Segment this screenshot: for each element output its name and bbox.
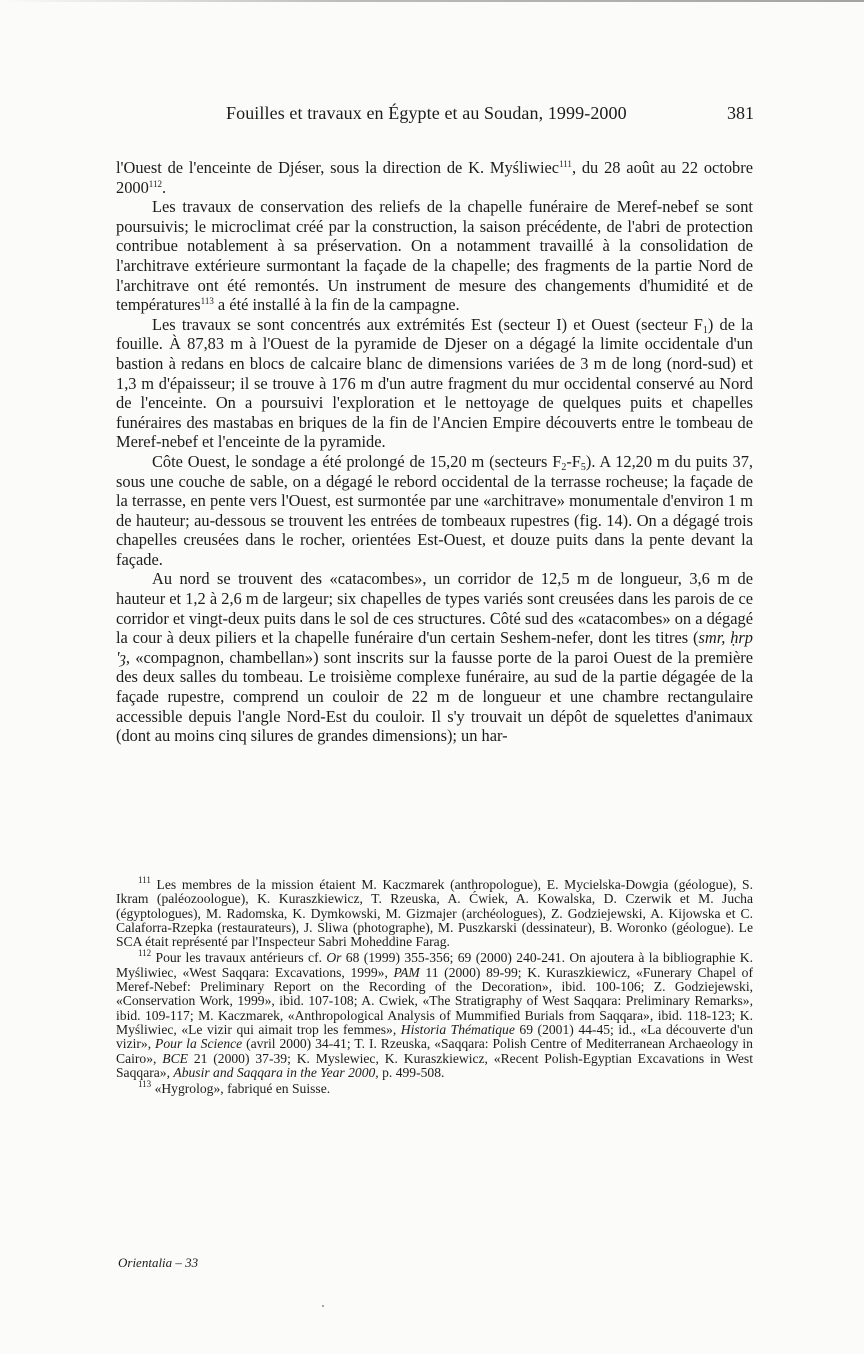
footnote-ref-111: 111 [559,159,572,169]
scan-edge-line [0,0,864,2]
signature-mark: Orientalia – 33 [118,1255,199,1270]
paragraph-5: Au nord se trouvent des «catacombes», un corridor de 12,5 m de longueur, 3,6 m de hauteur et 1,2 à 2,6 m de largeur; six chapelles de types variés sont creusées dans les parois de ce corridor et vingt-deux puits dans le sol de ces structures. Côté sud des «catacombes» on a dégagé la cour à deux piliers et la chapelle funéraire d'un certain Seshem-nefer, dont les titres (smr, ḥrp 'ȝ, «compagnon, chambellan») sont inscrits sur la fausse porte de la paroi Ouest de la première des deux salles du tombeau. Le troisième complexe funéraire, au sud de la partie dégagée de la façade rupestre, comprend un couloir de 22 m de longueur et une chambre rectangulaire accessible depuis l'angle Nord-Est du couloir. Il s'y trouvait un dépôt de squelettes d'animaux (dont au moins cinq silures de grandes dimensions); un har- [116,569,753,746]
running-title: Fouilles et travaux en Égypte et au Soudan, 1999-2000 [226,103,627,123]
main-text [116,158,753,746]
paragraph-4: Côte Ouest, le sondage a été prolongé de 15,20 m (secteurs $F_2-F_5$). A 12,20 m du puits 37, sous une couche de sable, on a dégagé le rebord occidental de la terrasse rocheuse; la façade de la terrasse, en pente vers l'Ouest, est surmontée par une «architrave» monumentale d'environ 1 m de hauteur; au-dessous se trouvent les entrées de tombeaux rupestres (fig. 14). On a dégagé trois chapelles creusées dans le rocher, orientées Est-Ouest, et douze puits dans la pente devant la façade. [116,451,753,569]
paragraph-3: Les travaux se sont concentrés aux extrémités Est (secteur I) et Ouest (secteur $F_1$) de la fouille. À 87,83 m à l'Ouest de la pyramide de Djeser on a dégagé la limite occidentale d'un bastion à redans en blocs de calcaire blanc de dimensions variées de 3 m de long (nord-sud) et 1,3 m d'épaisseur; il se trouve à 176 m d'un autre fragment du mur occidental conservé au Nord de l'enceinte. On a poursuivi l'exploration et le nettoyage de quelques puits et chapelles funéraires des mastabas en briques de la fin de l'Ancien Empire découverts entre le tombeau de Meref-nebef et l'enceinte de la pyramide. [116,314,754,452]
footnote-ref-112: 112 [148,178,162,189]
footnote-111: $^{111}$ Les membres de la mission étaient M. Kaczmarek (anthropologue), E. Mycielska-Dowgia (géologue), S. Ikram (paléozoologue), K. Kuraszkiewicz, T. Rzeuska, A. Ćwiek, A. Kowalska, D. Czerwik et M. Jucha (égyptologues), M. Radomska, K. Dymkowski, M. Gizmajer (archéologues), Z. Godziejewski, A. Kijowska et C. Calaforra-Rzepka (restaurateurs), J. Sliwa (photographe), M. Puszkarski (dessinateur), B. Woronko (géologue). Le SCA était représenté par l'Inspecteur Sabri Moheddine Farag. [116,875,753,950]
scan-speck [322,1305,324,1307]
footnote-112: $^{112}$ Pour les travaux antérieurs cf. Or 68 (1999) 355-356; 69 (2000) 240-241. On ajoutera à la bibliographie K. Myśliwiec, «West Saqqara: Excavations, 1999», PAM 11 (2000) 89-99; K. Kuraszkiewicz, «Funerary Chapel of Meref-Nebef: Preliminary Report on the Recording of the Decoration», ibid. 100-106; Z. Godziejewski, «Conservation Work, 1999», ibid. 107-108; A. Cwiek, «The Stratigraphy of West Saqqara: Preliminary Remarks», ibid. 109-117; M. Kaczmarek, «Anthropological Analysis of Mummified Burials from Saqqara», ibid. 118-123; K. Myśliwiec, «Le vizir qui aimait trop les femmes», Historia Thématique 69 (2001) 44-45; id., «La découverte d'un vizir», Pour la Science (avril 2000) 34-41; T. I. Rzeuska, «Saqqara: Polish Centre of Mediterranean Archaeology in Cairo», BCE 21 (2000) 37-39; K. Myslewiec, K. Kuraszkiewicz, «Recent Polish-Egyptian Excavations in West Saqqara», Abusir and Saqqara in the Year 2000, p. 499-508. [116,948,753,1080]
footnotes [116,875,753,1098]
footnote-113: $^{113}$ «Hygrolog», fabriqué en Suisse. [138,1079,331,1097]
paragraph-2: Les travaux de conservation des reliefs de la chapelle funéraire de Meref-nebef se sont poursuivis; le microclimat créé par la construction, la saison précédente, de l'abri de protection contribue notablement à sa préservation. On a notamment travaillé à la consolidation de l'architrave extérieure surmontant la façade de la chapelle; des fragments de la partie Nord de l'architrave ont été remontés. Un instrument de mesure des changements d'humidité et de températures$^{113}$ a été installé à la fin de la campagne. [116,197,753,315]
footnote-ref-113: 113 [200,296,214,307]
paragraph-1: l'Ouest de l'enceinte de Djéser, sous la direction de K. Myśliwiec$^{111}$, du 28 août au 22 octobre 2000$^{112}$. [116,158,753,197]
page-number: 381 [727,103,754,123]
